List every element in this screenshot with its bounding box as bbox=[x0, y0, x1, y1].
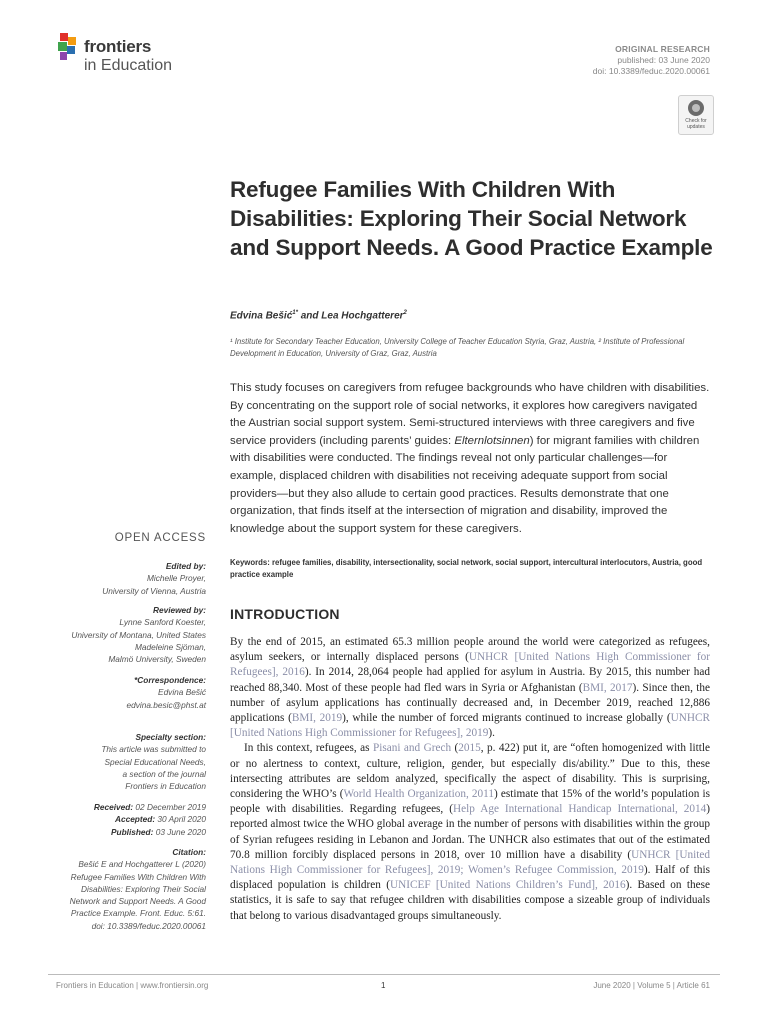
published-date-side bbox=[31, 826, 206, 838]
author-2[interactable]: Lea Hochgatterer bbox=[321, 310, 404, 322]
footer-issue: June 2020 | Volume 5 | Article 61 bbox=[593, 981, 710, 990]
text-run: ) reported almost twice the WHO global average in the number of persons with disabilities within the group of Syrian refugees residing in Lebanon and Jordan. The UNHCR also estimates that out of the estimated 70.8 million forcibly displaced persons in 2018, over 10 million have a disability ( bbox=[230, 803, 710, 861]
check-for-updates-badge[interactable] bbox=[678, 95, 714, 135]
citation-label: Citation: bbox=[172, 847, 206, 857]
text-run: ). Since then, the number of asylum applications has continually decreased and, in December 2019, reached 12,886 applications ( bbox=[230, 681, 710, 725]
citation-link[interactable]: UNHCR [United Nations High Commissioner for Refugees], 2019; Women’s Refugee Commission, 2019 bbox=[230, 848, 710, 877]
specialty-line: a section of the journal bbox=[122, 768, 206, 779]
text-run: In this context, refugees, as bbox=[244, 742, 373, 755]
citation-line: Network and Support Needs. A Good bbox=[69, 896, 206, 907]
open-access-label: OPEN ACCESS bbox=[114, 532, 206, 544]
citation-line: Bešić E and Hochgatterer L (2020) bbox=[78, 859, 206, 870]
keywords: Keywords: refugee families, disability, intersectionality, social network, social support, intercultural interlocutors, Austria, good practice example bbox=[230, 558, 703, 579]
accepted-date bbox=[31, 813, 206, 825]
affiliations: ¹ Institute for Secondary Teacher Education, University College of Teacher Education Styria, Graz, Austria, ² Institute of Professional Development in Education, University of Graz, Graz, Austria bbox=[230, 337, 685, 358]
correspondence-label: *Correspondence: bbox=[134, 675, 206, 685]
reviewed-by-label: Reviewed by: bbox=[152, 605, 206, 615]
article-doi[interactable]: doi: 10.3389/feduc.2020.00061 bbox=[592, 66, 710, 76]
received-date bbox=[31, 801, 206, 813]
received-label: Received: bbox=[93, 802, 134, 812]
page-number: 1 bbox=[381, 981, 386, 990]
abstract-text-2: ) for migrant families with children with disabilities were conducted. The findings reveal not only particular challenges—for example, displaced children with disabilities not receiving adequate support from social providers—but they also allude to certain good practices. Results demonstrate that one organization, that finds itself at the intersection of migration and disability, improved the knowledge about the support system for these caregivers. bbox=[230, 434, 700, 535]
journal-logo bbox=[56, 33, 196, 79]
specialty-line: This article was submitted to bbox=[101, 744, 206, 755]
frontiers-logo-icon bbox=[56, 33, 80, 65]
logo-line-2: in Education bbox=[84, 57, 173, 74]
article-type: ORIGINAL RESEARCH bbox=[615, 44, 710, 54]
reviewed-by-block bbox=[31, 604, 206, 665]
text-run: ( bbox=[451, 742, 459, 755]
specialty-line: Special Educational Needs, bbox=[104, 756, 206, 767]
specialty-label: Specialty section: bbox=[135, 732, 206, 742]
citation-line: Disabilities: Exploring Their Social bbox=[81, 883, 206, 894]
citation-link[interactable]: UNHCR [United Nations High Commissioner for Refugees], 2016 bbox=[230, 651, 710, 679]
paragraph-2 bbox=[230, 741, 710, 923]
article-title: Refugee Families With Children With Disabilities: Exploring Their Social Network and Support Needs. A Good Practice Example bbox=[230, 177, 713, 260]
author-1[interactable]: Edvina Bešić bbox=[230, 310, 293, 322]
editor-affil: University of Vienna, Austria bbox=[102, 585, 206, 596]
author-list bbox=[230, 310, 720, 321]
reviewer-affil: University of Montana, United States bbox=[71, 629, 206, 640]
citation-line: Refugee Families With Children With bbox=[70, 871, 206, 882]
body-text bbox=[230, 635, 710, 924]
citation-line: Practice Example. Front. Educ. 5:61. bbox=[70, 908, 206, 919]
section-heading-introduction: INTRODUCTION bbox=[230, 606, 340, 622]
text-run: ). Based on these statistics, it is safe to say that refugee children with disabilities compose a sizeable group of individuals that belong to various disadvantaged groups simultaneously. bbox=[230, 879, 710, 922]
citation-link[interactable]: UNICEF [United Nations Children’s Fund], 2016 bbox=[389, 879, 626, 892]
article-header-info bbox=[593, 44, 710, 77]
dates-block bbox=[31, 801, 206, 838]
citation-link[interactable]: BMI, 2017 bbox=[582, 681, 633, 694]
badge-line-2: updates bbox=[687, 124, 705, 130]
specialty-line: Frontiers in Education bbox=[125, 781, 206, 792]
published-date: published: 03 June 2020 bbox=[617, 55, 710, 65]
edited-by-block bbox=[31, 560, 206, 597]
accepted-label: Accepted: bbox=[114, 814, 156, 825]
footer-divider bbox=[48, 974, 720, 975]
abstract bbox=[230, 380, 712, 538]
abstract-italic-term: Elternlotsinnen bbox=[454, 434, 530, 447]
logo-line-1: frontiers bbox=[84, 37, 152, 56]
citation-link[interactable]: World Health Organization, 2011 bbox=[343, 788, 494, 801]
text-run: ), while the number of forced migrants continued to increase globally ( bbox=[342, 712, 671, 725]
citation-doi[interactable]: doi: 10.3389/feduc.2020.00061 bbox=[91, 920, 206, 931]
citation-link[interactable]: Pisani and Grech bbox=[372, 742, 452, 755]
received-value: 02 December 2019 bbox=[135, 802, 206, 812]
abstract-text-1: This study focuses on caregivers from refugee backgrounds who have children with disabilities. By concentrating on the support role of social networks, it explores how caregivers navigated the Austrian social support system. Semi-structured interviews with three caregivers and five service providers (including parents’ guides: bbox=[230, 382, 710, 447]
text-run: ). Half of this displaced population is children ( bbox=[230, 864, 710, 892]
author-2-affil: 2 bbox=[403, 310, 407, 316]
badge-line-1: Check for bbox=[685, 118, 707, 124]
accepted-value: 30 April 2020 bbox=[157, 814, 206, 825]
reviewer-affil: Malmö University, Sweden bbox=[108, 654, 206, 665]
author-and: and bbox=[297, 310, 322, 322]
footer-journal[interactable]: Frontiers in Education | www.frontiersin.org bbox=[56, 981, 209, 990]
reviewer-name: Lynne Sanford Koester, bbox=[119, 617, 206, 628]
editor-name: Michelle Proyer, bbox=[146, 573, 206, 584]
citation-link[interactable]: UNHCR [United Nations High Commissioner for Refugees], 2019 bbox=[230, 712, 710, 740]
text-run: , p. 422) put it, are “often homogenized with little or no alertness to context, culture, religion, gender, but especially dis/ability.” Due to this, these intersecting attributes are seldom analyzed, specifically the aspect of disability. This is surprising, considering the WHO’s ( bbox=[230, 742, 711, 801]
author-1-affil: 1* bbox=[292, 310, 298, 316]
text-run: ). bbox=[488, 727, 495, 740]
check-updates-icon bbox=[688, 100, 704, 116]
published-label: Published: bbox=[110, 826, 154, 837]
paragraph-1 bbox=[230, 635, 710, 741]
citation-link[interactable]: BMI, 2019 bbox=[291, 712, 343, 725]
citation-block bbox=[31, 846, 206, 932]
text-run: ). In 2014, 28,064 people had applied for asylum in Austria. By 2015, this number had reached 88,340. Most of these people had fled wars in Syria or Afghanistan ( bbox=[230, 666, 710, 694]
edited-by-label: Edited by: bbox=[165, 561, 206, 571]
text-run: By the end of 2015, an estimated 65.3 million people around the world were categorized as refugees, asylum seekers, or internally displaced persons ( bbox=[230, 636, 710, 664]
citation-link[interactable]: 2015 bbox=[458, 742, 481, 755]
specialty-section-block bbox=[31, 731, 206, 792]
correspondence-name: Edvina Bešić bbox=[158, 687, 206, 698]
published-value: 03 June 2020 bbox=[155, 826, 206, 837]
text-run: ) estimate that 15% of the world’s population is people with disabilities. Regarding refugees, ( bbox=[230, 788, 710, 816]
correspondence-email[interactable]: edvina.besic@phst.at bbox=[126, 699, 206, 710]
correspondence-block bbox=[31, 674, 206, 711]
citation-link[interactable]: Help Age International Handicap International, 2014 bbox=[452, 803, 707, 816]
reviewer-name: Madeleine Sjöman, bbox=[134, 641, 206, 652]
